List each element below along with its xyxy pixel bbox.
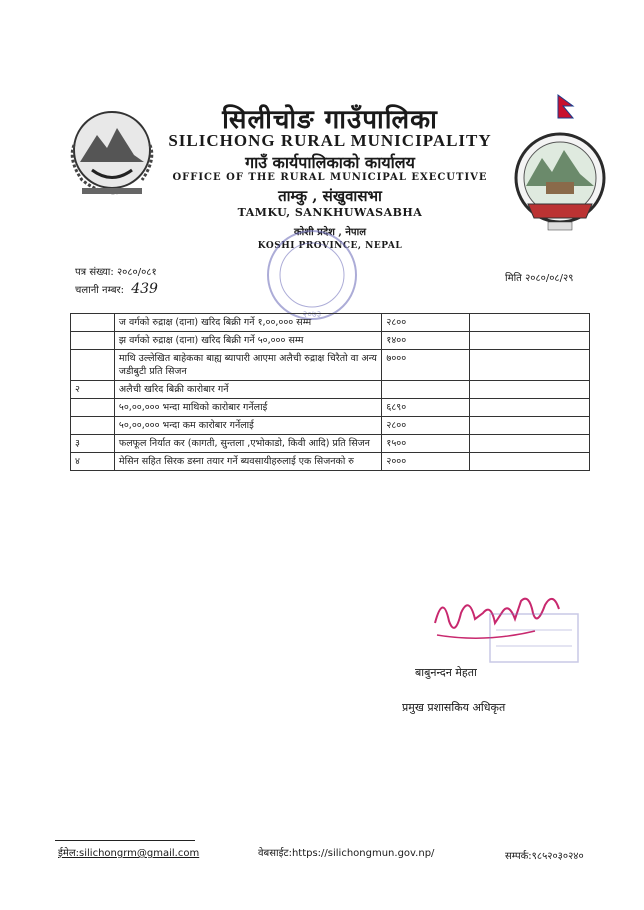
remark-cell bbox=[470, 417, 590, 435]
description-cell: ज वर्गको रुद्राक्ष (दाना) खरिद बिक्री गर्ने १,००,००० सम्म bbox=[114, 314, 381, 332]
remark-cell bbox=[470, 453, 590, 471]
footer-phone: सम्पर्क:९८५२०३०२४० bbox=[505, 851, 584, 862]
office-name-nepali: गाउँ कार्यपालिकाको कार्यालय bbox=[245, 153, 415, 172]
date-label: मिति bbox=[505, 273, 522, 284]
sn-cell bbox=[71, 399, 115, 417]
remark-cell bbox=[470, 399, 590, 417]
dispatch-label: चलानी नम्बर: bbox=[75, 285, 125, 296]
sn-cell bbox=[71, 332, 115, 350]
description-cell: ५०,००,००० भन्दा माथिको कारोबार गर्नेलाई bbox=[114, 399, 381, 417]
rate-cell: ६८९० bbox=[382, 399, 470, 417]
municipality-logo bbox=[512, 128, 608, 234]
date-value: २०८०/०८/२९ bbox=[525, 273, 574, 284]
rate-cell: १५०० bbox=[382, 435, 470, 453]
rate-cell: २००० bbox=[382, 453, 470, 471]
office-name-english: OFFICE OF THE RURAL MUNICIPAL EXECUTIVE bbox=[172, 172, 488, 183]
office-stamp bbox=[262, 225, 362, 325]
description-cell: झ वर्गको रुद्राक्ष (दाना) खरिद बिक्री गर्ने ५०,००० सम्म bbox=[114, 332, 381, 350]
municipality-name-english: SILICHONG RURAL MUNICIPALITY bbox=[168, 131, 492, 150]
address-nepali: ताम्कु , संखुवासभा bbox=[278, 187, 382, 205]
sn-cell: २ bbox=[71, 381, 115, 399]
signatory-name: बाबुनन्दन मेहता bbox=[415, 666, 477, 679]
province-english: KOSHI PROVINCE, NEPAL bbox=[257, 241, 403, 251]
remark-cell bbox=[470, 350, 590, 381]
table-row bbox=[71, 417, 590, 435]
fee-table bbox=[70, 313, 590, 471]
sn-cell bbox=[71, 417, 115, 435]
stamp-year: २०७३ bbox=[302, 310, 322, 320]
footer-rule bbox=[55, 840, 195, 841]
remark-cell bbox=[470, 332, 590, 350]
reference-number bbox=[75, 264, 157, 278]
rate-cell: १४०० bbox=[382, 332, 470, 350]
table-row bbox=[71, 314, 590, 332]
table-row bbox=[71, 350, 590, 381]
remark-cell bbox=[470, 381, 590, 399]
dispatch-value: 439 bbox=[131, 281, 158, 297]
sn-cell bbox=[71, 314, 115, 332]
rate-cell: २८०० bbox=[382, 417, 470, 435]
description-cell: मेसिन सहित सिरक डस्ना तयार गर्ने ब्यवसायीहरुलाई एक सिजनको रु bbox=[114, 453, 381, 471]
dispatch-number bbox=[75, 281, 158, 297]
officer-seal-stamp bbox=[488, 612, 580, 664]
sn-cell: ३ bbox=[71, 435, 115, 453]
footer-email[interactable]: ईमेल:silichongrm@gmail.com bbox=[58, 848, 200, 859]
description-cell: ५०,००,००० भन्दा कम कारोबार गर्नेलाई bbox=[114, 417, 381, 435]
reference-value: २०८०/०८१ bbox=[116, 267, 157, 278]
table-row bbox=[71, 381, 590, 399]
nepal-flag-icon bbox=[557, 94, 575, 120]
address-english: TAMKU, SANKHUWASABHA bbox=[237, 206, 423, 219]
table-row bbox=[71, 399, 590, 417]
table-row bbox=[71, 453, 590, 471]
municipality-name-nepali: सिलीचोङ गाउँपालिका bbox=[222, 105, 438, 135]
rate-cell: ७००० bbox=[382, 350, 470, 381]
sn-cell bbox=[71, 350, 115, 381]
province-nepali: कोशी प्रदेश , नेपाल bbox=[294, 227, 366, 238]
nepal-emblem-logo bbox=[62, 100, 162, 200]
table-row bbox=[71, 332, 590, 350]
signatory-title: प्रमुख प्रशासकिय अधिकृत bbox=[402, 701, 506, 714]
remark-cell bbox=[470, 314, 590, 332]
remark-cell bbox=[470, 435, 590, 453]
sn-cell: ४ bbox=[71, 453, 115, 471]
footer-website[interactable]: वेबसाईट:https://silichongmun.gov.np/ bbox=[258, 848, 435, 859]
reference-label: पत्र संख्या: bbox=[75, 267, 114, 278]
description-cell: माथि उल्लेखित बाहेकका बाह्य ब्यापारी आएमा अलैची रुद्राक्ष चिरैतो वा अन्य जडीबुटी प्रति सिजन bbox=[114, 350, 381, 381]
description-cell: अलैची खरिद बिक्री कारोबार गर्ने bbox=[114, 381, 381, 399]
table-row bbox=[71, 435, 590, 453]
rate-cell: २८०० bbox=[382, 314, 470, 332]
rate-cell bbox=[382, 381, 470, 399]
letter-date bbox=[505, 270, 573, 284]
description-cell: फलफूल निर्यात कर (कागती, सुन्तला ,एभोकाडो, किवी आदि) प्रति सिजन bbox=[114, 435, 381, 453]
